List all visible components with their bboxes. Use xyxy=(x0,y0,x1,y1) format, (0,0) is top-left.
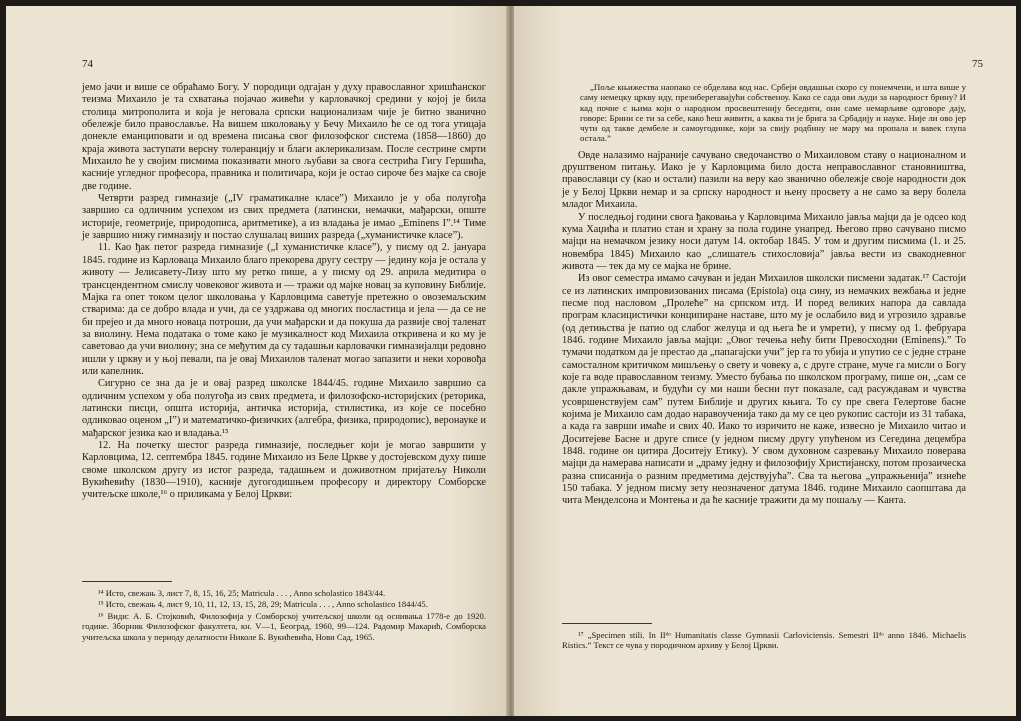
left-paragraph: Четврти разред гимназије („IV граматикалне класе”) Михаило је у оба полугођа завршио са одличним успехом из свих предмета (латински, немачки, мађарски, опште историје, геометрије, природописа, аритметике), а из владања је имао „Eminens I”.¹⁴ Тиме је завршио нижу гимназију и постао слушалац виших разреда („хуманистичке класе”). xyxy=(82,193,486,242)
footnote-rule xyxy=(562,623,652,624)
footnote: ¹⁶ Види: А. Б. Стојковић, Филозофија у Сомборској учитељској школи од оснивања 1778-е до 1920. године. Зборник Филозофског факултета, кн. V—1, Београд, 1960, 99—124. Радомир Макарић, Сомборска учитељска школа у периоду делатности Николе Б. Вукићевића, Нови Сад, 1965. xyxy=(82,610,486,642)
right-footnotes xyxy=(562,623,966,652)
left-page xyxy=(6,6,508,716)
right-body-text xyxy=(562,82,966,508)
left-body-text xyxy=(82,82,486,502)
right-page xyxy=(514,6,1016,716)
left-paragraph: 12. На почетку шестог разреда гимназије, последњег који је могао завршити у Карловцима, 12. септембра 1845. године Михаило из Беле Цркве у достојевском духу пише своме школском другу из истог разреда, тадашњем и доживотном пријатељу Николи Вукићевићу (1830—1910), касније дугогодишњем професору и директору Сомборске учитељске школе,¹⁶ о приликама у Белој Цркви: xyxy=(82,439,486,501)
left-paragraph: јемо јачи и више се обраћамо Богу. У породици одгајан у духу православног хришћанског теизма Михаило је та схватања појачао живећи у карловачкој средини у којој је била столица митрополита и која је неговала српски национализам чије је битно званично обележје било православље. На вишем школовању у Бечу Михаило ће се од тога утицаја донекле еманциповати и од времена писања свог филозофског система (1858—1860) до краја живота заступати версну толеранцију и благи аклерикализам. После сестрине смрти Михаило ће у својим писмима показивати много љубави за свога сестрића Гигу Гершића, касније угледног професора, правника и политичара, који је остао сироче без мајке са своје две године. xyxy=(82,82,486,192)
footnote-rule xyxy=(82,581,172,582)
right-paragraph: У последњој години свога ђаковања у Карловцима Михаило јавља мајци да је одсео код кума Хаџића и платио стан и храну за пола године унапред. Његово прво сачувано писмо мајци на немачком језику носи датум 14. октобар 1845. У том и другим писмима (1. и 25. новембра 1845) Михаило као „слишатељ стихословија” јавља вести из свакодневног живота — тек да му се мајка не брине. xyxy=(562,211,966,272)
right-page-number: 75 xyxy=(972,58,983,70)
left-paragraph: 11. Као ђак петог разреда гимназије („I хуманистичке класе”), у писму од 2. јануара 1845. године из Карловаца Михаило благо прекорева другу сестру — једину која је остала у животу — Јелисавету-Лизу што му ретко пише, а у писму од 29. априла медитира о трансцендентном смислу човековог живота и — тражи од мајке новац за куповину Библије. Мајка га опет током целог школовања у Карловцима саветује претежно о овоземаљским стварима: да се добро влада и учи, да се уздржава од многих посластица и јела — да се не би прејео и да много новаца потроши, да учи мађарски и да покуша да развије свој таленат за виолину. Нема података о томе како је музикалност код Михаила откривена и ко му је саветовао да учи виолину; зна се међутим да су тадашњи карловачки гимназијалци редовно ишли у цркву и у њој певали, па је овај Михаилов таленат могао запазити и неки хоровођа или капелник. xyxy=(82,242,486,377)
left-page-number: 74 xyxy=(82,58,93,70)
right-paragraph: Овде налазимо најраније сачувано сведочанство о Михаиловом ставу о националном и друштвеном питању. Иако је у Карловцима било доста неправославног становништва, православци су (као и остали) пазили на веру као званично обележје своје народности док је у Белој Цркви немар и за српску народност и њену просвету а не само за веру болела младог Михаила. xyxy=(562,149,966,211)
footnote: ¹⁴ Исто, свежањ 3, лист 7, 8, 15, 16, 25; Matricula . . . , Anno scholastico 1843/44. xyxy=(98,588,386,598)
left-paragraph: Сигурно се зна да је и овај разред школске 1844/45. године Михаило завршио са одличним успехом у оба полугођа из свих предмета, и филозофско-историјских (реторика, латински писци, општа историја, античка историја, стилистика, из које се посебно одликовао оценом „I”) и математичко-физичких (алгебра, физика, природопис), веронауке и мађарског језика као и владања.¹⁵ xyxy=(82,378,486,439)
quote-text: „Поље књижества наопако се обделава код нас. Србеји овдашњи скоро су понемчени, и шта више у саму немецку цркву иду, презиберегавајући собственоу. Како се сада ови људи за народност брину? И кад почне с њима који о народном просвештенију беседити, они саме немарљиве одговоре дају, говоре: Брини се ти за себе, како ћеш живити, а каква ти је брига за Србадију и науке. Није ли ово јер чути од такве дембеле и самоугодинке, који за свију родбину не мару ма пропала и вавек глупа остала.” xyxy=(580,82,966,144)
left-footnotes xyxy=(82,581,486,643)
right-paragraph: Из овог семестра имамо сачуван и један Михаилов школски писмени задатак.¹⁷ Састоји се из латинских импровизованих писама (Epistola) оца сину, из немачких вежбања и једне песме под насловом „Пролеће” на српском итд. И поред великих напора да савлада програм класицистички конципиране наставе, што му је ослабило вид и угрозило здравље (од детињства је патио од слабог желуца и од њега ће и умрети), у писму од 1. фебруара 1846. године Михаило јавља мајци: „Овог течења нећу бити Превосходни (Eminens).” То тумачи податком да је престао да „папагајски учи” јер га то убија и упутио се с једне стране самосталном критичком мишљењу о свету и човеку а, с друге стране, муче га мисли о Богу које га воде православном теизму. Уместо бубања по школском програму, пише он, „сам се дакле упражњавам, и будући су ми наши бесни пут показале, сад расуждавам и чувства усовршенствујем сам” путем Библије и других књига. То су пре свега Гелертове басне којима је Михаило сам додао наравоученија тако да му се цео рукопис састоји из 31 табака, а када га заврши имаће и свих 40. Иако то изричито не каже, извесно је Михаило читао и Доситејеве Басне и друге списе (у једном писму другу упућеном из Сегедина децембра 1848. године он цитира Доситеју Етику). У свом духовном сазревању Михаило поверава мајци да намерава написати и „драму једну и филозофију Христијанску, потом прозаическа разна списанија о разним предметима дејствујућа”. Сва та његова „упражњенија” изнеће 150 табака. У једном писму зету неозначеног датума 1846. године Михаило саопштава да чита Менделсона и Монтења и да ће касније тражити да му пошаљу — Канта. xyxy=(562,273,966,507)
block-quote xyxy=(580,82,966,144)
footnote: ¹⁵ Исто, свежањ 4, лист 9, 10, 11, 12, 13, 15, 28, 29; Matricula . . . , Anno scholastico 1844/45. xyxy=(98,599,428,610)
footnote: ¹⁷ „Specimen stili. In IIᵈᵒ Humanitatis classe Gymnasii Carloviciensis. Semestri IIᵈᵒ anno 1846. Michaelis Ristics.” Текст се чува у породичном архиву у Белој Цркви. xyxy=(562,630,966,651)
